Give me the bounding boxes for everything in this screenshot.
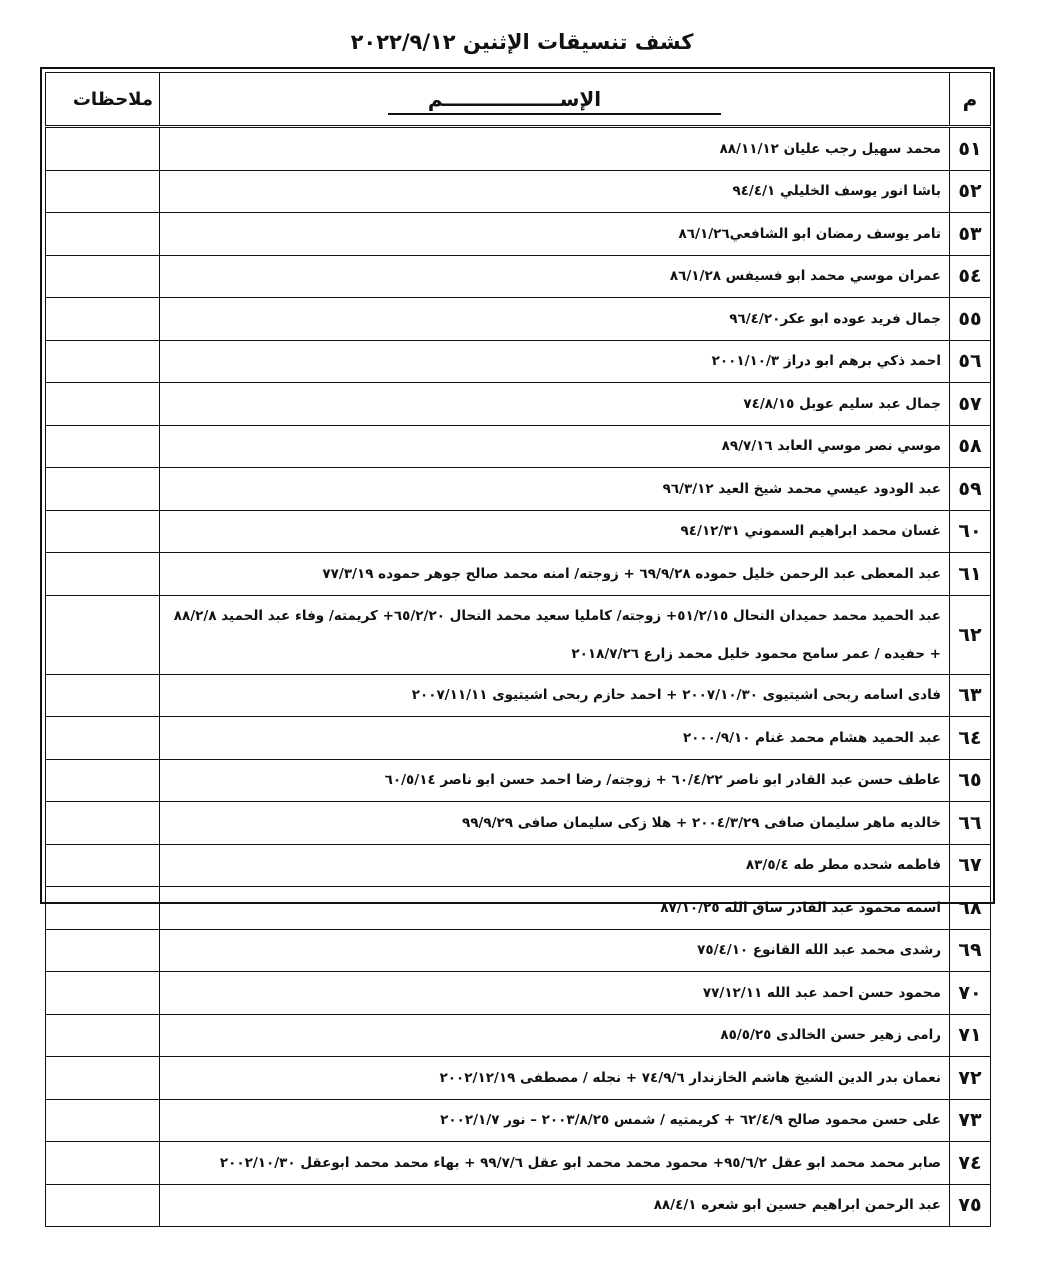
table-row [46, 127, 991, 171]
row-number: ٥٣ [950, 213, 991, 256]
row-name: نعمان بدر الدين الشيخ هاشم الخازندار ٧٤/٩/٦ + نجله / مصطفى ٢٠٠٢/١٢/١٩ [160, 1057, 950, 1100]
row-notes [46, 340, 160, 383]
row-notes [46, 213, 160, 256]
table-row [46, 1142, 991, 1185]
row-number: ٥١ [950, 127, 991, 171]
row-name: عبد الرحمن ابراهيم حسين ابو شعره ٨٨/٤/١ [160, 1184, 950, 1227]
row-name: عبد المعطى عبد الرحمن خليل حموده ٦٩/٩/٢٨ + زوجته/ امنه محمد صالح جوهر حموده ٧٧/٣/١٩ [160, 553, 950, 596]
row-name: عبد الحميد محمد حميدان النحال ٥١/٢/١٥+ زوجته/ كامليا سعيد محمد النحال ٦٥/٢/٢٠+ كريمته/ وفاء عبد الحميد ٨٨/٢/٨ + حفيده / عمر سامح محمود خليل محمد زارع ٢٠١٨/٧/٢٦ [160, 595, 950, 674]
row-notes [46, 383, 160, 426]
row-number: ٥٨ [950, 425, 991, 468]
row-name: خالديه ماهر سليمان صافى ٢٠٠٤/٣/٢٩ + هلا زكى سليمان صافى ٩٩/٩/٢٩ [160, 802, 950, 845]
table-row [46, 1099, 991, 1142]
row-number: ٦٢ [950, 595, 991, 674]
row-notes [46, 595, 160, 674]
row-number: ٦٠ [950, 510, 991, 553]
table-header-row [46, 73, 991, 127]
table-row [46, 802, 991, 845]
header-name-label: الإســـــــــــــــــم [388, 87, 721, 115]
row-notes [46, 298, 160, 341]
row-name: عمران موسي محمد ابو فسيفس ٨٦/١/٢٨ [160, 255, 950, 298]
row-notes [46, 887, 160, 930]
row-name: غسان محمد ابراهيم السموني ٩٤/١٢/٣١ [160, 510, 950, 553]
table-body [46, 127, 991, 1227]
row-name: عاطف حسن عبد القادر ابو ناصر ٦٠/٤/٢٢ + زوجته/ رضا احمد حسن ابو ناصر ٦٠/٥/١٤ [160, 759, 950, 802]
row-notes [46, 972, 160, 1015]
names-table [45, 72, 991, 1227]
row-notes [46, 255, 160, 298]
row-notes [46, 170, 160, 213]
row-number: ٧٠ [950, 972, 991, 1015]
row-number: ٦١ [950, 553, 991, 596]
table-row [46, 929, 991, 972]
table-row [46, 887, 991, 930]
row-notes [46, 844, 160, 887]
table-row [46, 972, 991, 1015]
row-notes [46, 127, 160, 171]
row-number: ٧٢ [950, 1057, 991, 1100]
row-number: ٦٧ [950, 844, 991, 887]
row-number: ٥٧ [950, 383, 991, 426]
table-row [46, 213, 991, 256]
row-number: ٦٣ [950, 674, 991, 717]
row-notes [46, 553, 160, 596]
row-number: ٥٢ [950, 170, 991, 213]
row-number: ٥٤ [950, 255, 991, 298]
row-notes [46, 510, 160, 553]
row-name: احمد ذكي برهم ابو دراز ٢٠٠١/١٠/٣ [160, 340, 950, 383]
header-notes: ملاحظات [46, 73, 160, 127]
table-row [46, 717, 991, 760]
row-notes [46, 1142, 160, 1185]
row-notes [46, 929, 160, 972]
table-row [46, 1014, 991, 1057]
table-row [46, 1184, 991, 1227]
table-row [46, 1057, 991, 1100]
row-name: صابر محمد محمد ابو عقل ٩٥/٦/٢+ محمود محمد محمد ابو عقل ٩٩/٧/٦ + بهاء محمد محمد ابوعقل ٢٠٠٢/١٠/٣٠ [160, 1142, 950, 1185]
row-number: ٧٣ [950, 1099, 991, 1142]
row-notes [46, 802, 160, 845]
table-row [46, 759, 991, 802]
row-name: رشدى محمد عبد الله القانوع ٧٥/٤/١٠ [160, 929, 950, 972]
table-row [46, 468, 991, 511]
row-name: فادى اسامه ربحى اشيتيوى ٢٠٠٧/١٠/٣٠ + احمد حازم ربحى اشيتيوى ٢٠٠٧/١١/١١ [160, 674, 950, 717]
row-number: ٦٦ [950, 802, 991, 845]
row-number: ٥٦ [950, 340, 991, 383]
row-name: محمود حسن احمد عبد الله ٧٧/١٢/١١ [160, 972, 950, 1015]
row-name: جمال عبد سليم عوبل ٧٤/٨/١٥ [160, 383, 950, 426]
row-name: على حسن محمود صالح ٦٢/٤/٩ + كريمتيه / شمس ٢٠٠٣/٨/٢٥ – نور ٢٠٠٢/١/٧ [160, 1099, 950, 1142]
table-row [46, 298, 991, 341]
row-notes [46, 1014, 160, 1057]
row-number: ٦٥ [950, 759, 991, 802]
row-notes [46, 674, 160, 717]
table-row [46, 255, 991, 298]
row-number: ٦٩ [950, 929, 991, 972]
table-frame [40, 67, 995, 1217]
row-number: ٥٥ [950, 298, 991, 341]
row-notes [46, 717, 160, 760]
row-number: ٦٤ [950, 717, 991, 760]
row-name: تامر يوسف رمضان ابو الشافعي٨٦/١/٢٦ [160, 213, 950, 256]
row-notes [46, 468, 160, 511]
row-name: فاطمه شحده مطر طه ٨٣/٥/٤ [160, 844, 950, 887]
header-name [160, 73, 950, 127]
table-row [46, 383, 991, 426]
row-number: ٧١ [950, 1014, 991, 1057]
row-number: ٥٩ [950, 468, 991, 511]
row-name: رامى زهير حسن الخالدى ٨٥/٥/٢٥ [160, 1014, 950, 1057]
table-row [46, 425, 991, 468]
table-row [46, 340, 991, 383]
row-notes [46, 1057, 160, 1100]
row-notes [46, 425, 160, 468]
row-number: ٦٨ [950, 887, 991, 930]
table-row [46, 553, 991, 596]
table-row [46, 510, 991, 553]
row-notes [46, 1099, 160, 1142]
table-row [46, 170, 991, 213]
row-number: ٧٤ [950, 1142, 991, 1185]
row-name: محمد سهيل رجب عليان ٨٨/١١/١٢ [160, 127, 950, 171]
row-name: اسمه محمود عبد القادر ساق الله ٨٧/١٠/٢٥ [160, 887, 950, 930]
row-notes [46, 759, 160, 802]
row-name: باشا انور يوسف الخليلي ٩٤/٤/١ [160, 170, 950, 213]
row-name: عبد الودود عيسي محمد شيخ العيد ٩٦/٣/١٢ [160, 468, 950, 511]
header-number: م [950, 73, 991, 127]
row-name: موسي نصر موسي العابد ٨٩/٧/١٦ [160, 425, 950, 468]
page-title: كشف تنسيقات الإثنين ٢٠٢٢/٩/١٢ [350, 30, 694, 54]
row-name: جمال فريد عوده ابو عكر٩٦/٤/٢٠ [160, 298, 950, 341]
row-notes [46, 1184, 160, 1227]
table-row [46, 844, 991, 887]
table-row [46, 595, 991, 674]
row-number: ٧٥ [950, 1184, 991, 1227]
row-name: عبد الحميد هشام محمد غنام ٢٠٠٠/٩/١٠ [160, 717, 950, 760]
table-row [46, 674, 991, 717]
